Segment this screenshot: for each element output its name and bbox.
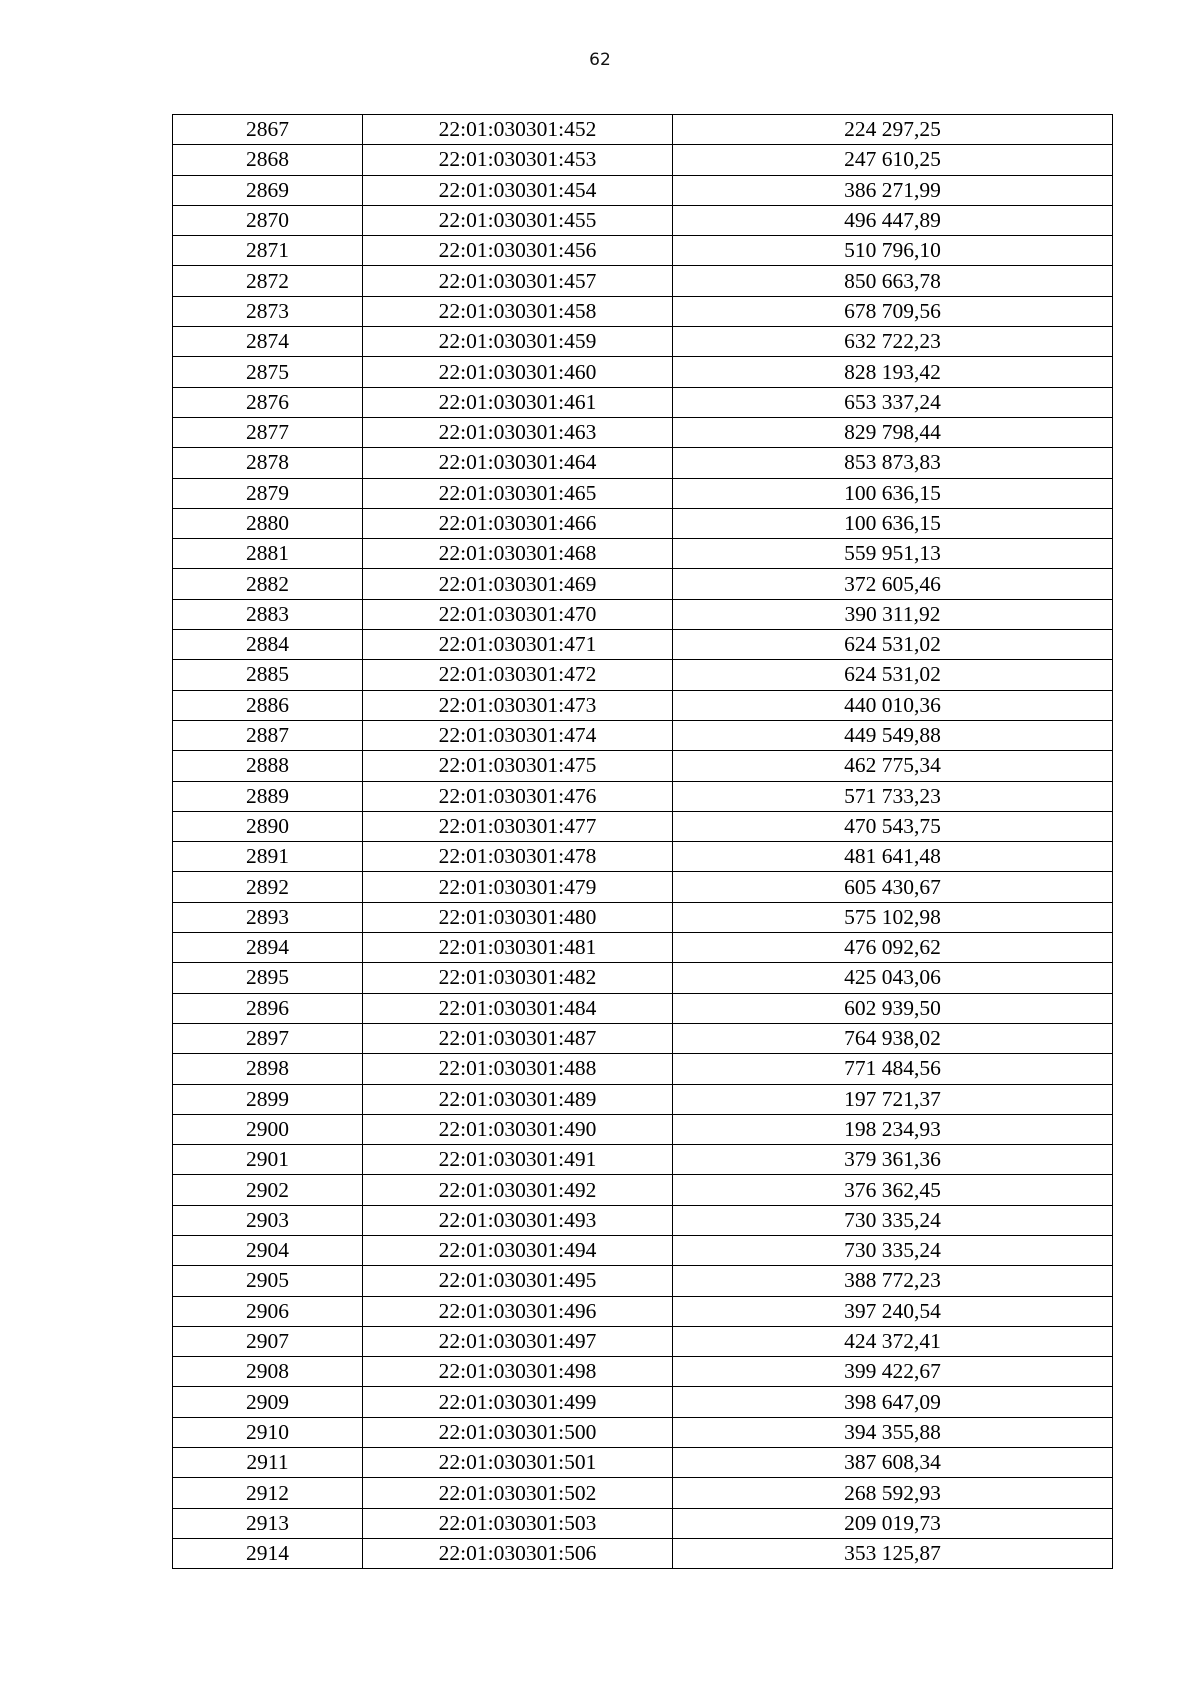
- cadastral-number-cell: 22:01:030301:458: [363, 296, 673, 326]
- cadastral-value-cell: 853 873,83: [673, 448, 1113, 478]
- cadastral-value-cell: 730 335,24: [673, 1235, 1113, 1265]
- cadastral-value-cell: 197 721,37: [673, 1084, 1113, 1114]
- row-number-cell: 2867: [173, 115, 363, 145]
- table-row: [173, 660, 1113, 690]
- cadastral-number-cell: 22:01:030301:466: [363, 508, 673, 538]
- cadastral-value-cell: 771 484,56: [673, 1054, 1113, 1084]
- row-number-cell: 2893: [173, 902, 363, 932]
- row-number-cell: 2887: [173, 720, 363, 750]
- cadastral-number-cell: 22:01:030301:487: [363, 1023, 673, 1053]
- row-number-cell: 2877: [173, 417, 363, 447]
- cadastral-number-cell: 22:01:030301:502: [363, 1478, 673, 1508]
- cadastral-value-cell: 632 722,23: [673, 327, 1113, 357]
- table-row: [173, 205, 1113, 235]
- cadastral-number-cell: 22:01:030301:464: [363, 448, 673, 478]
- cadastral-value-cell: 653 337,24: [673, 387, 1113, 417]
- cadastral-number-cell: 22:01:030301:479: [363, 872, 673, 902]
- cadastral-value-cell: 730 335,24: [673, 1205, 1113, 1235]
- table-row: [173, 599, 1113, 629]
- row-number-cell: 2879: [173, 478, 363, 508]
- cadastral-value-cell: 829 798,44: [673, 417, 1113, 447]
- cadastral-value-cell: 268 592,93: [673, 1478, 1113, 1508]
- cadastral-number-cell: 22:01:030301:481: [363, 933, 673, 963]
- row-number-cell: 2907: [173, 1326, 363, 1356]
- cadastral-number-cell: 22:01:030301:463: [363, 417, 673, 447]
- cadastral-number-cell: 22:01:030301:454: [363, 175, 673, 205]
- cadastral-number-cell: 22:01:030301:474: [363, 720, 673, 750]
- table-row: [173, 539, 1113, 569]
- cadastral-value-cell: 394 355,88: [673, 1417, 1113, 1447]
- table-row: [173, 1114, 1113, 1144]
- cadastral-value-cell: 425 043,06: [673, 963, 1113, 993]
- cadastral-number-cell: 22:01:030301:500: [363, 1417, 673, 1447]
- table-row: [173, 387, 1113, 417]
- row-number-cell: 2911: [173, 1448, 363, 1478]
- table-row: [173, 781, 1113, 811]
- row-number-cell: 2906: [173, 1296, 363, 1326]
- row-number-cell: 2869: [173, 175, 363, 205]
- cadastral-number-cell: 22:01:030301:495: [363, 1266, 673, 1296]
- table-row: [173, 236, 1113, 266]
- cadastral-number-cell: 22:01:030301:480: [363, 902, 673, 932]
- cadastral-value-cell: 100 636,15: [673, 478, 1113, 508]
- table-row: [173, 1417, 1113, 1447]
- cadastral-value-table: [172, 114, 1113, 1569]
- table-row: [173, 1508, 1113, 1538]
- row-number-cell: 2905: [173, 1266, 363, 1296]
- cadastral-value-cell: 559 951,13: [673, 539, 1113, 569]
- row-number-cell: 2901: [173, 1145, 363, 1175]
- table-row: [173, 1387, 1113, 1417]
- cadastral-number-cell: 22:01:030301:469: [363, 569, 673, 599]
- cadastral-value-cell: 379 361,36: [673, 1145, 1113, 1175]
- cadastral-number-cell: 22:01:030301:498: [363, 1357, 673, 1387]
- cadastral-value-cell: 571 733,23: [673, 781, 1113, 811]
- table-row: [173, 1296, 1113, 1326]
- table-row: [173, 266, 1113, 296]
- table-row: [173, 508, 1113, 538]
- row-number-cell: 2910: [173, 1417, 363, 1447]
- row-number-cell: 2892: [173, 872, 363, 902]
- cadastral-value-cell: 462 775,34: [673, 751, 1113, 781]
- cadastral-value-cell: 224 297,25: [673, 115, 1113, 145]
- table-row: [173, 1357, 1113, 1387]
- table-row: [173, 296, 1113, 326]
- cadastral-value-cell: 247 610,25: [673, 145, 1113, 175]
- cadastral-value-cell: 850 663,78: [673, 266, 1113, 296]
- row-number-cell: 2885: [173, 660, 363, 690]
- table-row: [173, 630, 1113, 660]
- row-number-cell: 2868: [173, 145, 363, 175]
- cadastral-number-cell: 22:01:030301:475: [363, 751, 673, 781]
- table-row: [173, 872, 1113, 902]
- row-number-cell: 2912: [173, 1478, 363, 1508]
- table-row: [173, 1326, 1113, 1356]
- cadastral-number-cell: 22:01:030301:489: [363, 1084, 673, 1114]
- table-row: [173, 448, 1113, 478]
- table-row: [173, 1023, 1113, 1053]
- cadastral-number-cell: 22:01:030301:494: [363, 1235, 673, 1265]
- cadastral-value-cell: 386 271,99: [673, 175, 1113, 205]
- cadastral-value-cell: 605 430,67: [673, 872, 1113, 902]
- table-row: [173, 1205, 1113, 1235]
- row-number-cell: 2895: [173, 963, 363, 993]
- row-number-cell: 2881: [173, 539, 363, 569]
- row-number-cell: 2884: [173, 630, 363, 660]
- cadastral-number-cell: 22:01:030301:478: [363, 842, 673, 872]
- row-number-cell: 2897: [173, 1023, 363, 1053]
- row-number-cell: 2890: [173, 811, 363, 841]
- table-row: [173, 175, 1113, 205]
- row-number-cell: 2899: [173, 1084, 363, 1114]
- cadastral-number-cell: 22:01:030301:468: [363, 539, 673, 569]
- cadastral-number-cell: 22:01:030301:461: [363, 387, 673, 417]
- table-row: [173, 1266, 1113, 1296]
- cadastral-number-cell: 22:01:030301:493: [363, 1205, 673, 1235]
- row-number-cell: 2878: [173, 448, 363, 478]
- table-row: [173, 478, 1113, 508]
- table-row: [173, 357, 1113, 387]
- cadastral-number-cell: 22:01:030301:470: [363, 599, 673, 629]
- cadastral-value-cell: 398 647,09: [673, 1387, 1113, 1417]
- table-row: [173, 811, 1113, 841]
- cadastral-value-cell: 678 709,56: [673, 296, 1113, 326]
- table-row: [173, 1145, 1113, 1175]
- cadastral-value-cell: 198 234,93: [673, 1114, 1113, 1144]
- cadastral-value-cell: 387 608,34: [673, 1448, 1113, 1478]
- cadastral-value-cell: 390 311,92: [673, 599, 1113, 629]
- cadastral-number-cell: 22:01:030301:473: [363, 690, 673, 720]
- table-row: [173, 720, 1113, 750]
- cadastral-number-cell: 22:01:030301:503: [363, 1508, 673, 1538]
- row-number-cell: 2883: [173, 599, 363, 629]
- cadastral-number-cell: 22:01:030301:472: [363, 660, 673, 690]
- cadastral-value-cell: 376 362,45: [673, 1175, 1113, 1205]
- cadastral-number-cell: 22:01:030301:452: [363, 115, 673, 145]
- cadastral-value-cell: 388 772,23: [673, 1266, 1113, 1296]
- table-row: [173, 963, 1113, 993]
- row-number-cell: 2898: [173, 1054, 363, 1084]
- cadastral-value-cell: 397 240,54: [673, 1296, 1113, 1326]
- cadastral-number-cell: 22:01:030301:492: [363, 1175, 673, 1205]
- cadastral-number-cell: 22:01:030301:506: [363, 1538, 673, 1568]
- cadastral-number-cell: 22:01:030301:476: [363, 781, 673, 811]
- table-row: [173, 751, 1113, 781]
- cadastral-number-cell: 22:01:030301:457: [363, 266, 673, 296]
- table-row: [173, 1538, 1113, 1568]
- cadastral-number-cell: 22:01:030301:497: [363, 1326, 673, 1356]
- row-number-cell: 2888: [173, 751, 363, 781]
- table-row: [173, 1448, 1113, 1478]
- cadastral-value-cell: 209 019,73: [673, 1508, 1113, 1538]
- cadastral-number-cell: 22:01:030301:501: [363, 1448, 673, 1478]
- cadastral-number-cell: 22:01:030301:496: [363, 1296, 673, 1326]
- cadastral-value-cell: 510 796,10: [673, 236, 1113, 266]
- cadastral-number-cell: 22:01:030301:453: [363, 145, 673, 175]
- cadastral-number-cell: 22:01:030301:460: [363, 357, 673, 387]
- row-number-cell: 2889: [173, 781, 363, 811]
- cadastral-value-cell: 440 010,36: [673, 690, 1113, 720]
- cadastral-value-cell: 470 543,75: [673, 811, 1113, 841]
- cadastral-number-cell: 22:01:030301:488: [363, 1054, 673, 1084]
- cadastral-number-cell: 22:01:030301:456: [363, 236, 673, 266]
- table-row: [173, 417, 1113, 447]
- row-number-cell: 2886: [173, 690, 363, 720]
- cadastral-value-cell: 476 092,62: [673, 933, 1113, 963]
- table-row: [173, 327, 1113, 357]
- cadastral-number-cell: 22:01:030301:471: [363, 630, 673, 660]
- cadastral-value-cell: 828 193,42: [673, 357, 1113, 387]
- row-number-cell: 2904: [173, 1235, 363, 1265]
- row-number-cell: 2871: [173, 236, 363, 266]
- cadastral-value-cell: 624 531,02: [673, 660, 1113, 690]
- cadastral-value-cell: 424 372,41: [673, 1326, 1113, 1356]
- cadastral-value-cell: 353 125,87: [673, 1538, 1113, 1568]
- cadastral-value-cell: 496 447,89: [673, 205, 1113, 235]
- table-row: [173, 1054, 1113, 1084]
- table-row: [173, 1084, 1113, 1114]
- row-number-cell: 2874: [173, 327, 363, 357]
- row-number-cell: 2902: [173, 1175, 363, 1205]
- table-row: [173, 145, 1113, 175]
- cadastral-number-cell: 22:01:030301:465: [363, 478, 673, 508]
- cadastral-number-cell: 22:01:030301:490: [363, 1114, 673, 1144]
- row-number-cell: 2882: [173, 569, 363, 599]
- row-number-cell: 2876: [173, 387, 363, 417]
- row-number-cell: 2870: [173, 205, 363, 235]
- row-number-cell: 2872: [173, 266, 363, 296]
- row-number-cell: 2909: [173, 1387, 363, 1417]
- row-number-cell: 2908: [173, 1357, 363, 1387]
- row-number-cell: 2903: [173, 1205, 363, 1235]
- table-row: [173, 1175, 1113, 1205]
- row-number-cell: 2894: [173, 933, 363, 963]
- cadastral-value-cell: 372 605,46: [673, 569, 1113, 599]
- row-number-cell: 2880: [173, 508, 363, 538]
- row-number-cell: 2875: [173, 357, 363, 387]
- table-row: [173, 690, 1113, 720]
- cadastral-value-cell: 764 938,02: [673, 1023, 1113, 1053]
- cadastral-number-cell: 22:01:030301:455: [363, 205, 673, 235]
- row-number-cell: 2914: [173, 1538, 363, 1568]
- cadastral-value-cell: 481 641,48: [673, 842, 1113, 872]
- cadastral-number-cell: 22:01:030301:482: [363, 963, 673, 993]
- table-row: [173, 993, 1113, 1023]
- row-number-cell: 2891: [173, 842, 363, 872]
- table-row: [173, 902, 1113, 932]
- cadastral-number-cell: 22:01:030301:459: [363, 327, 673, 357]
- table-row: [173, 569, 1113, 599]
- cadastral-value-cell: 624 531,02: [673, 630, 1113, 660]
- row-number-cell: 2913: [173, 1508, 363, 1538]
- cadastral-value-cell: 575 102,98: [673, 902, 1113, 932]
- cadastral-number-cell: 22:01:030301:499: [363, 1387, 673, 1417]
- page-number: 62: [589, 50, 611, 70]
- row-number-cell: 2900: [173, 1114, 363, 1144]
- table-body: [173, 115, 1113, 1569]
- table-row: [173, 1235, 1113, 1265]
- cadastral-value-cell: 602 939,50: [673, 993, 1113, 1023]
- cadastral-value-cell: 449 549,88: [673, 720, 1113, 750]
- cadastral-value-cell: 399 422,67: [673, 1357, 1113, 1387]
- cadastral-value-cell: 100 636,15: [673, 508, 1113, 538]
- table-row: [173, 1478, 1113, 1508]
- table-row: [173, 115, 1113, 145]
- cadastral-number-cell: 22:01:030301:491: [363, 1145, 673, 1175]
- cadastral-number-cell: 22:01:030301:477: [363, 811, 673, 841]
- row-number-cell: 2896: [173, 993, 363, 1023]
- table-row: [173, 842, 1113, 872]
- cadastral-number-cell: 22:01:030301:484: [363, 993, 673, 1023]
- table-row: [173, 933, 1113, 963]
- row-number-cell: 2873: [173, 296, 363, 326]
